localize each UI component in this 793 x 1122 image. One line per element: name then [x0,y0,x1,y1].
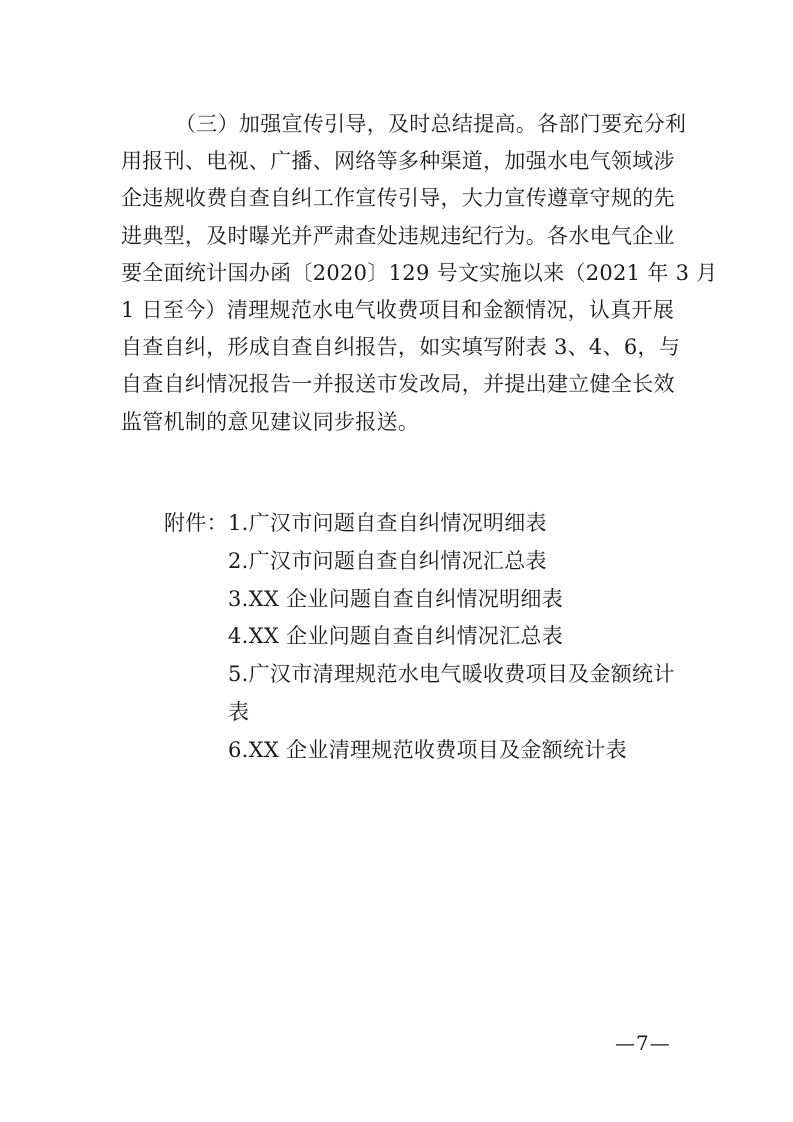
attachment-item-text: 表 [228,699,250,724]
attachment-item [164,618,675,656]
attachments-list [164,505,675,770]
attachment-item-continued [164,694,675,732]
attachment-item-text: 4.XX 企业问题自查自纠情况汇总表 [228,624,564,649]
paragraph-line: （三）加强宣传引导，及时总结提高。各部门要充分利 [175,112,687,136]
attachments-label: 附件： [164,511,228,535]
page-number: —7— [615,1031,671,1055]
attachment-item-text: 1.广汉市问题自查自纠情况明细表 [228,511,547,535]
attachment-item-text: 5.广汉市清理规范水电气暖收费项目及金额统计 [228,662,675,687]
attachment-item [164,656,675,694]
attachment-item-text: 3.XX 企业问题自查自纠情况明细表 [228,586,564,611]
paragraph-line: 要全面统计国办函〔2020〕129 号文实施以来（2021 年 3 月 [121,260,718,285]
paragraph-line: 监管机制的意见建议同步报送。 [121,409,420,434]
paragraph-line: 自查自纠，形成自查自纠报告，如实填写附表 3、4、6，与 [121,335,681,360]
attachment-item-text: 6.XX 企业清理规范收费项目及金额统计表 [228,737,627,762]
attachment-item [164,732,675,770]
paragraph-line: 用报刊、电视、广播、网络等多种渠道，加强水电气领域涉 [121,149,675,174]
attachment-item [164,543,675,581]
attachment-item [164,581,675,619]
paragraph-line: 进典型，及时曝光并严肃查处违规违纪行为。各水电气企业 [121,223,675,248]
paragraph-line: 自查自纠情况报告一并报送市发改局，并提出建立健全长效 [121,372,675,397]
attachment-item [164,505,675,543]
paragraph-line: 1 日至今）清理规范水电气收费项目和金额情况，认真开展 [121,297,675,322]
section-three-paragraph [121,106,718,441]
attachment-item-text: 2.广汉市问题自查自纠情况汇总表 [228,548,547,573]
paragraph-line: 企违规收费自查自纠工作宣传引导，大力宣传遵章守规的先 [121,186,675,211]
